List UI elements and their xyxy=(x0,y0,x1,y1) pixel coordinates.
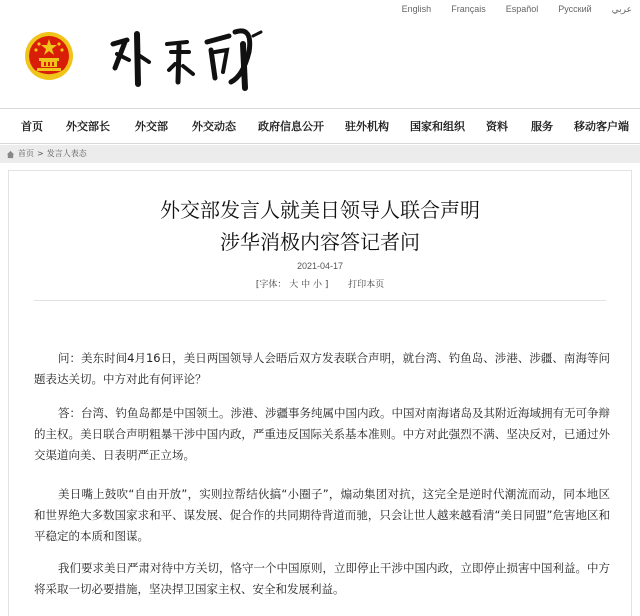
nav-item-services[interactable]: 服务 xyxy=(531,120,553,133)
article-paragraph-3: 美日嘴上鼓吹“自由开放”，实则拉帮结伙搞“小圈子”，煽动集团对抗，这完全是逆时代潮流而动，同本地区和世界绝大多数国家求和平、谋发展、促合作的共同期待背道而驰，只会让世人越来越看清“美日同盟”危害地区和平稳定的本质和图谋。 xyxy=(34,487,610,543)
article-tools xyxy=(0,277,640,290)
nav-item-home[interactable]: 首页 xyxy=(21,120,43,133)
article-paragraph-4: 我们要求美日严肃对待中方关切，恪守一个中国原则，立即停止干涉中国内政，立即停止损害中国利益。中方将采取一切必要措施，坚决捍卫国家主权、安全和发展利益。 xyxy=(34,561,610,596)
nav-item-missions[interactable]: 驻外机构 xyxy=(345,120,389,133)
ministry-calligraphy-logo-icon[interactable] xyxy=(103,22,273,94)
nav-item-diplomatic-news[interactable]: 外交动态 xyxy=(192,120,236,133)
lang-russian[interactable]: Русский xyxy=(558,4,592,14)
breadcrumb xyxy=(0,145,640,163)
lang-spanish[interactable]: Español xyxy=(505,4,539,14)
article-title-line1: 外交部发言人就美日领导人联合声明 xyxy=(160,198,480,222)
font-size-close: ] xyxy=(324,280,329,290)
home-icon xyxy=(6,150,15,159)
nav-item-countries[interactable]: 国家和组织 xyxy=(410,120,465,133)
article-title xyxy=(0,194,640,258)
nav-item-minister[interactable]: 外交部长 xyxy=(66,120,110,133)
lang-french[interactable]: Français xyxy=(451,4,486,14)
language-bar xyxy=(402,4,632,15)
article-paragraph-question: 问：美东时间4月16日，美日两国领导人会晤后双方发表联合声明，就台湾、钓鱼岛、涉港、涉疆、南海等问题表达关切。中方对此有何评论？ xyxy=(34,351,610,386)
font-large-button[interactable]: 大 xyxy=(289,280,299,290)
breadcrumb-home-link[interactable]: 首页 xyxy=(18,149,34,158)
nav-item-mobile[interactable]: 移动客户端 xyxy=(574,120,629,133)
font-medium-button[interactable]: 中 xyxy=(301,280,311,290)
font-small-button[interactable]: 小 xyxy=(313,280,323,290)
lang-english[interactable]: English xyxy=(401,4,432,14)
print-page-button[interactable]: 打印本页 xyxy=(348,280,385,290)
breadcrumb-current-link[interactable]: 发言人表态 xyxy=(46,149,87,158)
nav-item-resources[interactable]: 资料 xyxy=(486,120,508,133)
article-paragraph-answer: 答：台湾、钓鱼岛都是中国领土。涉港、涉疆事务纯属中国内政。中国对南海诸岛及其附近海域拥有无可争辩的主权。美日联合声明粗暴干涉中国内政，严重违反国际关系基本准则。中方对此强烈不满、坚决反对，已通过外交渠道向美、日表明严正立场。 xyxy=(34,406,610,462)
site-header xyxy=(0,0,640,108)
article-date: 2021-04-17 xyxy=(296,261,344,271)
article-divider xyxy=(34,300,606,301)
article-title-line2: 涉华消极内容答记者问 xyxy=(220,230,420,254)
main-nav xyxy=(0,108,640,144)
lang-arabic[interactable]: عربي xyxy=(611,4,632,14)
nav-item-ministry[interactable]: 外交部 xyxy=(135,120,168,133)
font-size-label: [字体： xyxy=(255,280,287,290)
nav-item-gov-info[interactable]: 政府信息公开 xyxy=(258,120,324,133)
breadcrumb-separator: > xyxy=(37,149,44,158)
national-emblem-icon[interactable] xyxy=(24,31,74,81)
